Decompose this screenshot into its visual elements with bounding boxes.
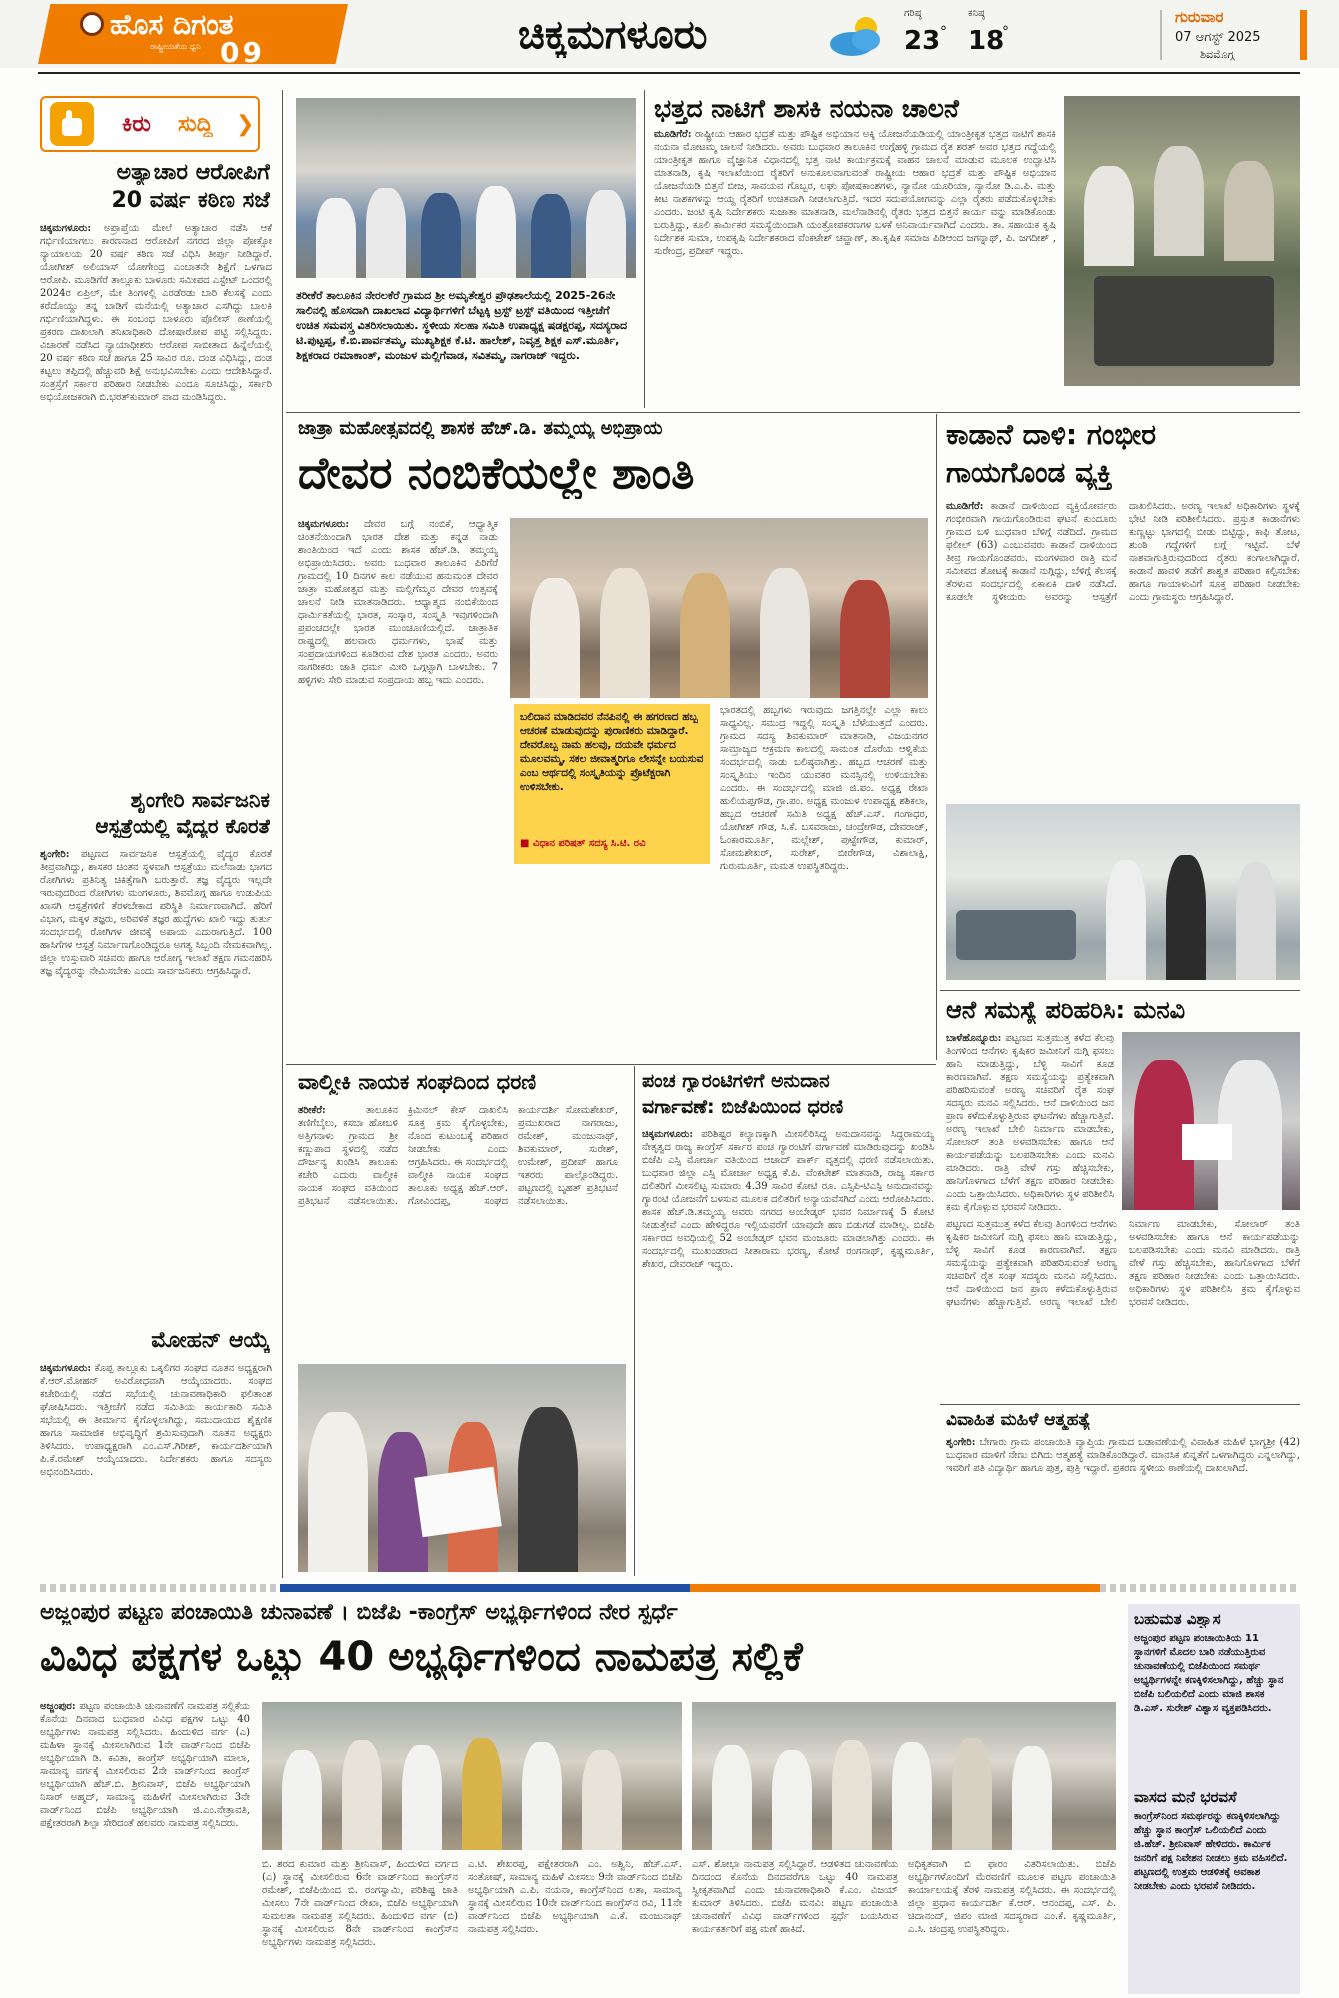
issue-date: 07 ಆಗಸ್ಟ್ 2025 — [1175, 30, 1261, 45]
max-temp-label: ಗರಿಷ್ಠ — [904, 8, 922, 19]
rape-headline-a: ಅತ್ಯಾಚಾರ ಆರೋಪಿಗೆ — [116, 160, 270, 185]
elephant-appeal-story-body-a: ಬಾಳೆಹೊನ್ನೂರು: ಪಟ್ಟಣದ ಸುತ್ತಮುತ್ತ ಕಳೆದ ಕೆಲವು ತಿಂಗಳಿಂದ ಆನೆಗಳು ಕೃಷಿಕರ ಜಮೀನಿಗೆ ನುಗ್ಗಿ ಫಸಲು ಹಾನಿ ಮಾಡುತ್ತಿದ್ದು, ಬೆಳ್ಳಿ ಸಾವಿಗೆ ಕೂಡ ಕಾರಣವಾಗಿವೆ. ತಕ್ಷಣ ಸಮಸ್ಯೆಯನ್ನು ಪ್ರತ್ಯೇಕವಾಗಿ ಪರಿಹರಿಸುವಂತೆ ಅರಣ್ಯ ಸಚಿವರಿಗೆ ರೈತ ಸಂಘ ಸದಸ್ಯರು ಮನವಿ ಸಲ್ಲಿಸಿದರು. ಆನೆ ದಾಳಿಯಿಂದ ಜನ ಪ್ರಾಣ ಕಳೆದುಕೊಳ್ಳುತ್ತಿರುವ ಘಟನೆಗಳು ಹೆಚ್ಚಾಗುತ್ತಿವೆ. ಅರಣ್ಯ ಇಲಾಖೆ ಬೇಲಿ ನಿರ್ಮಾಣ ಮಾಡಬೇಕು, ಸೋಲಾರ್ ತಂತಿ ಅಳವಡಿಸಬೇಕು ಹಾಗೂ ಆನೆ ಕಾರ್ಯಪಡೆಯನ್ನು ಬಲಪಡಿಸಬೇಕು ಎಂದು ಮನವಿ ಮಾಡಿದರು. ರಾತ್ರಿ ವೇಳೆ ಗಸ್ತು ಹೆಚ್ಚಿಸಬೇಕು, ಹಾನಿಗೊಳಗಾದ ಬೆಳೆಗೆ ತಕ್ಷಣ ಪರಿಹಾರ ನೀಡಬೇಕು ಎಂದು ಒತ್ತಾಯಿಸಿದರು. ಅಧಿಕಾರಿಗಳು ಸ್ಥಳ ಪರಿಶೀಲಿಸಿ ಕ್ರಮ ಕೈಗೊಳ್ಳುವ ಭರವಸೆ ನೀಡಿದರು. — [946, 1033, 1114, 1212]
middle-row-rule — [286, 1064, 936, 1065]
wild-rule — [940, 990, 1300, 991]
valmiki-story-body: ತರೀಕೆರೆ: ತಾಲೂಕಿನ ತಣಿಗೆಬೈಲು, ಕಸಬಾ ಹೋಬಳಿ ಅತ್ತಿಗನಾಳು ಗ್ರಾಮದ ಶ್ರೀ ಕಣ್ಣುಪಾದ ಸ್ಥಳದಲ್ಲಿ ನಡೆದ ದೌರ್ಜನ್ಯ ಖಂಡಿಸಿ ತಾಲೂಕು ಕಚೇರಿ ಎದುರು ವಾಲ್ಮೀಕಿ ನಾಯಕ ಸಂಘದ ವತಿಯಿಂದ ಪ್ರತಿಭಟನೆ ನಡೆಸಲಾಯಿತು. ಕ್ರಿಮಿನಲ್ ಕೇಸ್ ದಾಖಲಿಸಿ ಸೂಕ್ತ ಕ್ರಮ ಕೈಗೊಳ್ಳಬೇಕು, ನೊಂದ ಕುಟುಂಬಕ್ಕೆ ಪರಿಹಾರ ನೀಡಬೇಕು ಎಂದು ಆಗ್ರಹಿಸಿದರು. ಈ ಸಂದರ್ಭದಲ್ಲಿ ವಾಲ್ಮೀಕಿ ನಾಯಕ ಸಂಘದ ತಾಲೂಕು ಅಧ್ಯಕ್ಷ ಹೆಚ್.ಆರ್. ಗೋವಿಂದಪ್ಪ, ಸಂಘದ ಕಾರ್ಯದರ್ಶಿ ಸೋಮಶೇಖರ್, ಪ್ರಮುಖರಾದ ನಾಗರಾಜು, ರಮೇಶ್, ಮಂಜುನಾಥ್, ಶಿವಕುಮಾರ್, ಸುರೇಶ್, ಉಮೇಶ್, ಪ್ರದೀಪ್ ಹಾಗೂ ಇತರರು ಪಾಲ್ಗೊಂಡಿದ್ದರು. ಪಟ್ಟಣದಲ್ಲಿ ಬೃಹತ್ ಪ್ರತಿಭಟನೆ ನಡೆಸಲಾಯಿತು. — [298, 1105, 618, 1207]
sidebar-body-housing: ಕಾಂಗ್ರೆಸ್‌ನಿಂದ ಸಮರ್ಥರನ್ನು ಕಣಕ್ಕಿಳಿಸಲಾಗಿದ್ದು ಹೆಚ್ಚು ಸ್ಥಾನ ಕಾಂಗ್ರೆಸ್ ಒಲಿಯಲಿದೆ ಎಂದು ಜಿ.ಹೆಚ್. ಶ್ರೀನಿವಾಸ್ ಹೇಳಿದರು. ಕಾರ್ಮಿಕ ಜನರಿಗೆ ಪಕ್ಷ ನಿವೇಶನ ನೀಡಲು ಕ್ರಮ ವಹಿಸಲಿದೆ. ಪಟ್ಟಣದಲ್ಲಿ ಉತ್ತಮ ಆಡಳಿತಕ್ಕೆ ಅವಕಾಶ ನೀಡಬೇಕು ಎಂದು ಭರವಸೆ ನೀಡಿದರು. — [1134, 1811, 1288, 1892]
paddy-story-body: ಮೂಡಿಗೆರೆ: ರಾಷ್ಟ್ರೀಯ ಆಹಾರ ಭದ್ರತೆ ಮತ್ತು ಪೌಷ್ಟಿಕ ಅಭಿಯಾನ ಅಕ್ಕಿ ಯೋಜನೆಯಡಿಯಲ್ಲಿ ಯಾಂತ್ರೀಕೃತ ಭತ್ತದ ನಾಟಿಗೆ ಶಾಸಕಿ ನಯನಾ ಮೋಟಮ್ಮ ಚಾಲನೆ ನೀಡಿದರು. ಅವರು ಬುಧವಾರ ತಾಲೂಕಿನ ಉಗ್ಗೆಹಳ್ಳಿ ಗ್ರಾಮದ ರೈತ ಶರತ್ ಅವರ ಭತ್ತದ ಗದ್ದೆಯಲ್ಲಿ ಯಾಂತ್ರೀಕೃತ ಹಾಗೂ ವೈಜ್ಞಾನಿಕ ವಿಧಾನದಲ್ಲಿ ಭತ್ತ ನಾಟಿ ಕಾರ್ಯಕ್ರಮಕ್ಕೆ ವಾಹನ ಚಾಲನೆ ಮಾಡುವ ಮೂಲಕ ಉದ್ಘಾಟಿಸಿ ಮಾತನಾಡಿ, ಕೃಷಿ ಇಲಾಖೆಯಿಂದ ರೈತರಿಗೆ ಅನುಕೂಲವಾಗುವಂತೆ ರಾಷ್ಟ್ರೀಯ ಆಹಾರ ಭದ್ರತೆ ಮತ್ತು ಪೌಷ್ಟಿಕ ಅಭಿಯಾನ ಯೋಜನೆಯಡಿ ಬಿತ್ತನೆ ಬೀಜ, ಸಾವಯವ ಗೊಬ್ಬರ, ಲಘು ಪೋಷಕಾಂಶಗಳು, ನ್ಯಾನೋ ಯೂರಿಯಾ, ನ್ಯಾನೋ ಡಿ.ಎ.ಪಿ. ಮತ್ತು ಕೀಟ ನಾಶಕಗಳನ್ನು ಆಯ್ದ ರೈತರಿಗೆ ಉಚಿತವಾಗಿ ನೀಡಲಾಗುತ್ತಿದೆ. ಇದರ ಸದುಪಯೋಗವನ್ನು ಎಲ್ಲಾ ರೈತರು ಪಡೆದುಕೊಳ್ಳಬೇಕು ಎಂದರು. ಜಂಟಿ ಕೃಷಿ ನಿರ್ದೇಶಕರು ಸುಜಾತಾ ಮಾತನಾಡಿ, ಮಲೆನಾಡಿನಲ್ಲಿ ರೈತರು ಭತ್ತದ ಬಿತ್ತನೆ ಕಾರ್ಯ ವನ್ನು ಮಾಡಿಕೊಂಡು ಬರುತ್ತಿದ್ದು, ಕೂಲಿ ಕಾರ್ಮಿಕರ ಸಮಸ್ಯೆಯಿಂದಾಗಿ ಯಂತ್ರೋಪಕರಣಗಳ ಬಳಕೆ ಅನಿವಾರ್ಯವಾಗಿದೆ ಎಂದರು. ತಾ. ಸಹಾಯಕ ಕೃಷಿ ನಿರ್ದೇಶಕ ಸುಮಾ, ಉಪಕೃಷಿ ನಿರ್ದೇಶಕರಾದ ವೆಂಕಟೇಶ್ ಚವ್ಹಾಣ್, ತಾ.ಕೃಷಿಕ ಸಮಾಜ ಪಿಡಿಆಂದ ಜಗನ್ನಾಥ್, ಪಿ. ಜಗದೀಶ್ , ಸುರೇಂದ್ರ, ಪ್ರದೀಪ್ ಇದ್ದರು. — [654, 129, 1056, 257]
jatra-quote-box — [514, 704, 710, 864]
election-col-5: ಅಧಿಕೃತವಾಗಿ ಬಿ ಫಾರಂ ವಿತರಿಸಲಾಯಿತು. ಬಿಜೆಪಿ ಅಭ್ಯರ್ಥಿಗಳೊಂದಿಗೆ ಮೆರವಣಿಗೆ ಮೂಲಕ ಪಟ್ಟಣ ಪಂಚಾಯಿತಿ ಕಾರ್ಯಾಲಯಕ್ಕೆ ತೆರಳಿ ನಾಮಪತ್ರ ಸಲ್ಲಿಸಿದರು. ಈ ಸಂದರ್ಭದಲ್ಲಿ ಜಿಲ್ಲಾ ಪ್ರಧಾನ ಕಾರ್ಯದರ್ಶಿ ಕೆ.ಆರ್. ಆನಂದಪ್ಪ, ಎಸ್. ಪಿ. ಚಿದಾನಂದ್, ಜಿಪಂ ಮಾಜಿ ಸದಸ್ಯರಾದ ಎಂ.ಕೆ. ಕೃಷ್ಣಮೂರ್ತಿ, ಎ.ಸಿ. ಚಂದ್ರಪ್ಪ ಉಪಸ್ಥಿತರಿದ್ದರು. — [908, 1859, 1116, 1935]
accent-bar — [1300, 10, 1307, 60]
valmiki-headline: ವಾಲ್ಮೀಕಿ ನಾಯಕ ಸಂಘದಿಂದ ಧರಣಿ — [298, 1070, 537, 1094]
election-col-1: ಅಜ್ಜಂಪುರ: ಪಟ್ಟಣ ಪಂಚಾಯಿತಿ ಚುನಾವಣೆಗೆ ನಾಮಪತ್ರ ಸಲ್ಲಿಕೆಯ ಕೊನೆಯ ದಿನವಾದ ಬುಧವಾರ ವಿವಿಧ ಪಕ್ಷಗಳ ಒಟ್ಟು 40 ಅಭ್ಯರ್ಥಿಗಳು ನಾಮಪತ್ರ ಸಲ್ಲಿಸಿದರು. ಹಿಂದುಳಿದ ವರ್ಗ (ಎ) ಮಹಿಳಾ ಸ್ಥಾನಕ್ಕೆ ಮೀಸಲಾಗಿರುವ 1ನೇ ವಾರ್ಡ್‌ನಿಂದ ಬಿಜೆಪಿ ಅಭ್ಯರ್ಥಿಯಾಗಿ ಡಿ. ಕವಿತಾ, ಕಾಂಗ್ರೆಸ್ ಅಭ್ಯರ್ಥಿಯಾಗಿ ಮಾಲಾ, ಸಾಮಾನ್ಯ ವರ್ಗಕ್ಕೆ ಮೀಸಲಿರುವ 2ನೇ ವಾರ್ಡ್‌ನಿಂದ ಕಾಂಗ್ರೆಸ್ ಅಭ್ಯರ್ಥಿಯಾಗಿ ಹೆಚ್.ಬಿ. ಶ್ರೀನಿವಾಸ್, ಬಿಜೆಪಿ ಅಭ್ಯರ್ಥಿಯಾಗಿ ನಿಸಾರ್ ಅಹ್ಮದ್, ಸಾಮಾನ್ಯ ಮಹಿಳೆಗೆ ಮೀಸಲಾಗಿರುವ 3ನೇ ವಾರ್ಡ್‌ನಿಂದ ಬಿಜೆಪಿ ಅಭ್ಯರ್ಥಿಯಾಗಿ ಜಿ.ಎಂ.ನೇತ್ರಾವತಿ, ಪಕ್ಷೇತರರಾಗಿ ಶಿಲ್ಪಾ ಸೇರಿದಂತೆ ಹಲವರು ನಾಮಪತ್ರ ಸಲ್ಲಿಸಿದರು. — [40, 1701, 250, 1829]
hospital-story-body: ಶೃಂಗೇರಿ: ಪಟ್ಟಣದ ಸಾರ್ವಜನಿಕ ಆಸ್ಪತ್ರೆಯಲ್ಲಿ ವೈದ್ಯರ ಕೊರತೆ ತೀವ್ರವಾಗಿದ್ದು, ಶಾಸಕರ ಚಿಂತನ ಸ್ಥಳವಾಗಿ ಆಸ್ಪತ್ರೆಯು ಮಲೆನಾಡು ಭಾಗದ ರೋಗಿಗಳು ಪ್ರತಿನಿತ್ಯ ಚಿಕಿತ್ಸೆಗಾಗಿ ಬರುತ್ತಾರೆ. ತಜ್ಞ ವೈದ್ಯರು ಇಲ್ಲದೇ ಇರುವುದರಿಂದ ರೋಗಿಗಳು ಮಂಗಳೂರು, ಶಿವಮೊಗ್ಗ ಹಾಗೂ ಉಡುಪಿಯ ಖಾಸಗಿ ಆಸ್ಪತ್ರೆಗಳಿಗೆ ತೆರಳಬೇಕಾದ ಪರಿಸ್ಥಿತಿ ನಿರ್ಮಾಣವಾಗಿದೆ. ಹೆರಿಗೆ ವಿಭಾಗ, ಮಕ್ಕಳ ತಜ್ಞರು, ಅರಿವಳಿಕೆ ತಜ್ಞರ ಹುದ್ದೆಗಳು ಖಾಲಿ ಇದ್ದು ತುರ್ತು ಸಂದರ್ಭದಲ್ಲಿ ರೋಗಿಗಳ ಜೀವಕ್ಕೆ ಅಪಾಯ ಎದುರಾಗುತ್ತಿದೆ. 100 ಹಾಸಿಗೆಗಳ ಆಸ್ಪತ್ರೆ ನಿರ್ಮಾಣಗೊಂಡಿದ್ದರೂ ಅಗತ್ಯ ಸಿಬ್ಬಂದಿ ನೇಮಕವಾಗಿಲ್ಲ. ಜಿಲ್ಲಾ ಉಸ್ತುವಾರಿ ಸಚಿವರು ಹಾಗೂ ಆರೋಗ್ಯ ಇಲಾಖೆ ತಕ್ಷಣ ಗಮನಹರಿಸಿ ತಜ್ಞ ವೈದ್ಯರನ್ನು ನೇಮಿಸಬೇಕು ಎಂದು ಸಾರ್ವಜನಿಕರು ಆಗ್ರಹಿಸಿದ್ದಾರೆ. — [40, 849, 272, 977]
logo-emblem-icon — [80, 12, 104, 36]
elephant-appeal-story-body-b: ಪಟ್ಟಣದ ಸುತ್ತಮುತ್ತ ಕಳೆದ ಕೆಲವು ತಿಂಗಳಿಂದ ಆನೆಗಳು ಕೃಷಿಕರ ಜಮೀನಿಗೆ ನುಗ್ಗಿ ಫಸಲು ಹಾನಿ ಮಾಡುತ್ತಿದ್ದು, ಬೆಳ್ಳಿ ಸಾವಿಗೆ ಕೂಡ ಕಾರಣವಾಗಿವೆ. ತಕ್ಷಣ ಸಮಸ್ಯೆಯನ್ನು ಪ್ರತ್ಯೇಕವಾಗಿ ಪರಿಹರಿಸುವಂತೆ ಅರಣ್ಯ ಸಚಿವರಿಗೆ ರೈತ ಸಂಘ ಸದಸ್ಯರು ಮನವಿ ಸಲ್ಲಿಸಿದರು. ಆನೆ ದಾಳಿಯಿಂದ ಜನ ಪ್ರಾಣ ಕಳೆದುಕೊಳ್ಳುತ್ತಿರುವ ಘಟನೆಗಳು ಹೆಚ್ಚಾಗುತ್ತಿವೆ. ಅರಣ್ಯ ಇಲಾಖೆ ಬೇಲಿ ನಿರ್ಮಾಣ ಮಾಡಬೇಕು, ಸೋಲಾರ್ ತಂತಿ ಅಳವಡಿಸಬೇಕು ಹಾಗೂ ಆನೆ ಕಾರ್ಯಪಡೆಯನ್ನು ಬಲಪಡಿಸಬೇಕು ಎಂದು ಮನವಿ ಮಾಡಿದರು. ರಾತ್ರಿ ವೇಳೆ ಗಸ್ತು ಹೆಚ್ಚಿಸಬೇಕು, ಹಾನಿಗೊಳಗಾದ ಬೆಳೆಗೆ ತಕ್ಷಣ ಪರಿಹಾರ ನೀಡಬೇಕು ಎಂದು ಒತ್ತಾಯಿಸಿದರು. ಅಧಿಕಾರಿಗಳು ಸ್ಥಳ ಪರಿಶೀಲಿಸಿ ಕ್ರಮ ಕೈಗೊಳ್ಳುವ ಭರವಸೆ ನೀಡಿದರು. — [946, 1219, 1300, 1308]
election-sidebar — [1128, 1604, 1300, 1994]
bjp-candidates-photo — [262, 1702, 682, 1850]
guarantee-headline-a: ಪಂಚ ಗ್ಯಾರಂಟಿಗಳಿಗೆ ಅನುದಾನ — [642, 1070, 830, 1092]
hospital-headline-a: ಶೃಂಗೇರಿ ಸಾರ್ವಜನಿಕ — [130, 788, 270, 812]
congress-candidates-photo — [692, 1702, 1116, 1850]
edition-name: ಶಿವಮೊಗ್ಗ — [1200, 48, 1235, 61]
pointing-hand-icon — [50, 102, 94, 146]
wild-elephant-story-body: ಮೂಡಿಗೆರೆ: ಕಾಡಾನೆ ದಾಳಿಯಿಂದ ವ್ಯಕ್ತಿಯೋರ್ವರು ಗಂಭೀರವಾಗಿ ಗಾಯಗೊಂಡಿರುವ ಘಟನೆ ಕುಂದೂರು ಗ್ರಾಮದ ಬಳಿ ಬುಧವಾರ ಬೆಳಿಗ್ಗೆ ನಡೆದಿದೆ. ಗ್ರಾಮದ ಫಲೀಲ್ (63) ಎಂಬುವವರು ಕಾಡಾನೆ ದಾಳಿಯಿಂದ ತೀವ್ರ ಗಾಯಗೊಂಡವರು. ಮಂಗಳವಾರ ರಾತ್ರಿ ಮನೆ ಸಮೀಪದ ತೋಟಕ್ಕೆ ಕಾಡಾನೆ ನುಗ್ಗಿದ್ದು, ಬೆಳಿಗ್ಗೆ ಕೆಲಸಕ್ಕೆ ತೆರಳುವ ಸಂದರ್ಭದಲ್ಲಿ ಏಕಾಏಕಿ ದಾಳಿ ನಡೆಸಿದೆ. ಕೂಡಲೇ ಸ್ಥಳೀಯರು ಅವರನ್ನು ಆಸ್ಪತ್ರೆಗೆ ದಾಖಲಿಸಿದರು. ಅರಣ್ಯ ಇಲಾಖೆ ಅಧಿಕಾರಿಗಳು ಸ್ಥಳಕ್ಕೆ ಭೇಟಿ ನೀಡಿ ಪರಿಶೀಲಿಸಿದರು. ಪ್ರಸ್ತುತ ಕಾಡಾನೆಗಳು ಕುಣ್ಣಟ್ಟು ಭಾಗದಲ್ಲಿ ಬೀಡು ಬಿಟ್ಟಿದ್ದು, ಕಾಫಿ ತೋಟ, ಶುಂಠಿ ಗದ್ದೆಗಳಿಗೆ ಲಗ್ಗೆ ಇಟ್ಟಿವೆ. ಬೆಳೆ ನಾಶವಾಗುತ್ತಿರುವುದರಿಂದ ರೈತರು ಕಂಗಾಲಾಗಿದ್ದಾರೆ. ಕಾಡಾನೆ ಹಾವಳಿ ತಡೆಗೆ ಶಾಶ್ವತ ಪರಿಹಾರ ಕಲ್ಪಿಸಬೇಕು ಹಾಗೂ ಗಾಯಾಳುವಿಗೆ ಸೂಕ್ತ ಪರಿಹಾರ ನೀಡಬೇಕು ಎಂದು ಗ್ರಾಮಸ್ಥರು ಆಗ್ರಹಿಸಿದ್ದಾರೆ. — [946, 501, 1300, 603]
column-divider-valmiki — [634, 1066, 635, 1576]
max-temp: 23 — [904, 26, 941, 56]
column-divider-left — [282, 90, 283, 1578]
wild-elephant-headline-b: ಗಾಯಗೊಂಡ ವ್ಯಕ್ತಿ — [946, 456, 1113, 489]
elephant-rule — [940, 1404, 1300, 1405]
column-divider-jatra — [936, 414, 937, 1060]
mohan-headline: ಮೋಹನ್ ಆಯ್ಕೆ — [151, 1328, 270, 1353]
chevron-right-icon: ❯ — [236, 112, 255, 137]
election-col-3: ಎ.ಟಿ. ಶೇಖರಪ್ಪ, ಪಕ್ಷೇತರರಾಗಿ ಎಂ. ಅಶ್ವಿನಿ, ಹೆಚ್.ಎಸ್. ಸಂತೋಷ್, ಸಾಮಾನ್ಯ ಮಹಿಳೆ ಮೀಸಲು 9ನೇ ವಾರ್ಡ್‌ನಿಂದ ಬಿಜೆಪಿ ಅಭ್ಯರ್ಥಿಯಾಗಿ ಎ.ಪಿ. ನಯನಾ, ಕಾಂಗ್ರೆಸ್‌ನಿಂದ ಲತಾ, ಸಾಮಾನ್ಯ ಸ್ಥಾನಕ್ಕೆ ಮೀಸಲಿರುವ 10ನೇ ವಾರ್ಡ್‌ನಿಂದ ಕಾಂಗ್ರೆಸ್‌ನ ರವಿ, 11ನೇ ವಾರ್ಡ್‌ನಿಂದ ಬಿಜೆಪಿ ಅಭ್ಯರ್ಥಿಯಾಗಿ ಎ.ಕೆ. ಮಂಜುನಾಥ್ ನಾಮಪತ್ರ ಸಲ್ಲಿಸಿದರು. — [468, 1859, 682, 1935]
election-headline: ವಿವಿಧ ಪಕ್ಷಗಳ ಒಟ್ಟು 40 ಅಭ್ಯರ್ಥಿಗಳಿಂದ ನಾಮಪತ್ರ ಸಲ್ಲಿಕೆ — [40, 1634, 803, 1680]
issue-day: ಗುರುವಾರ — [1175, 8, 1224, 26]
memorandum-photo — [1122, 1032, 1300, 1210]
rape-headline-b: 20 ವರ್ಷ ಕಠಿಣ ಸಜೆ — [111, 188, 270, 213]
sidebar-heading-housing: ವಾಸದ ಮನೆ ಭರವಸೆ — [1134, 1788, 1237, 1806]
sidebar-heading-majority: ಬಹುಮತ ವಿಶ್ವಾಸ — [1134, 1610, 1221, 1628]
city-title: ಚಿಕ್ಕಮಗಳೂರು — [518, 12, 708, 58]
hospital-patient-photo — [946, 804, 1300, 980]
hospital-headline-b: ಆಸ್ಪತ್ರೆಯಲ್ಲಿ ವೈದ್ಯರ ಕೊರತೆ — [95, 814, 270, 838]
paddy-planting-photo — [1064, 96, 1300, 386]
school-caption: ತರೀಕೆರೆ ತಾಲೂಕಿನ ನೇರಲಕೆರೆ ಗ್ರಾಮದ ಶ್ರೀ ಅಮೃತೇಶ್ವರ ಪ್ರೌಢಶಾಲೆಯಲ್ಲಿ 2025-26ನೇ ಸಾಲಿನಲ್ಲಿ ಹೊಸದಾಗಿ ದಾಖಲಾದ ವಿದ್ಯಾರ್ಥಿಗಳಿಗೆ ಬೆಟ್ಟಕ್ಕಿ ಟ್ರಸ್ಟ್ ಟ್ರಸ್ಟ್ ವತಿಯಿಂದ ಇತ್ತೀಚೆಗೆ ಉಚಿತ ಸಮವಸ್ತ್ರ ವಿತರಿಸಲಾಯಿತು. ಸ್ಥಳೀಯ ಸಲಹಾ ಸಮಿತಿ ಉಪಾಧ್ಯಕ್ಷ ಷಡಕ್ಷರಪ್ಪ, ಸದಸ್ಯರಾದ ಟಿ.ಪುಟ್ಟಪ್ಪ, ಕೆ.ಬಿ.ಪಾರ್ವತಮ್ಮ, ಮುಖ್ಯಶಿಕ್ಷಕ ಕೆ.ಟಿ. ಹಾಲೇಶ್, ನಿವೃತ್ತ ಶಿಕ್ಷಕ ಎಸ್.ಮೂರ್ತಿ, ಶಿಕ್ಷಕರಾದ ರಮಾಕಾಂತ್, ಮಂಜುಳ ಮಲ್ಲಿಗೆವಾಡ, ಸವಿತಮ್ಮ, ನಾಗರಾಜ್ ಇದ್ದರು. — [296, 289, 628, 362]
kiru-label: ಕಿರು — [122, 112, 151, 137]
section-color-bar — [280, 1584, 1100, 1592]
mohan-story-body: ಚಿಕ್ಕಮಗಳೂರು: ಕೊಪ್ಪ ತಾಲ್ಲೂಕು ಒಕ್ಕಲಿಗರ ಸಂಘದ ನೂತನ ಅಧ್ಯಕ್ಷರಾಗಿ ಕೆ.ಆರ್.ಮೋಹನ್ ಅವಿರೋಧವಾಗಿ ಆಯ್ಕೆಯಾದರು. ಸಂಘದ ಕಚೇರಿಯಲ್ಲಿ ನಡೆದ ಸಭೆಯಲ್ಲಿ ಚುನಾವಣಾಧಿಕಾರಿ ಫಲಿತಾಂಶ ಘೋಷಿಸಿದರು. ಇತ್ತೀಚೆಗೆ ನಡೆದ ಸಮಿತಿಯ ಕಾರ್ಯಕಾರಿ ಸಮಿತಿ ಸಭೆಯಲ್ಲಿ ಈ ತೀರ್ಮಾನ ಕೈಗೊಳ್ಳಲಾಗಿದ್ದು, ಸಮುದಾಯದ ಶೈಕ್ಷಣಿಕ ಹಾಗೂ ಸಾಮಾಜಿಕ ಅಭಿವೃದ್ಧಿಗೆ ಶ್ರಮಿಸುವುದಾಗಿ ನೂತನ ಅಧ್ಯಕ್ಷರು ತಿಳಿಸಿದರು. ಉಪಾಧ್ಯಕ್ಷರಾಗಿ ಎಂ.ಎಸ್.ಗಿರೀಶ್, ಕಾರ್ಯದರ್ಶಿಯಾಗಿ ಪಿ.ಕೆ.ರಮೇಶ್ ಆಯ್ಕೆಯಾದರು. ನಿರ್ದೇಶಕರು ಹಾಗೂ ಸದಸ್ಯರು ಅಭಿನಂದಿಸಿದರು. — [40, 1363, 272, 1478]
guarantee-headline-b: ವರ್ಗಾವಣೆ: ಬಿಜೆಪಿಯಿಂದ ಧರಣಿ — [642, 1096, 844, 1118]
jatra-quote-text: ಬಲಿದಾನ ಮಾಡಿದವರ ನೆನಪಿನಲ್ಲಿ ಈ ಹಗರಣದ ಹಬ್ಬ ಆಚರಣೆ ಮಾಡುವುದನ್ನು ಪುರಾಣಿಕರು ಮಾಡಿದ್ದಾರೆ. ದೇವರೊಬ್ಬ ನಾಮ ಹಲವು, ದಯವೇ ಧರ್ಮದ ಮೂಲವಮ್ಮ, ಸಕಲ ಜೀವಾತ್ಮರಿಗೂ ಲೇಸನ್ನೇ ಬಯಸುವ ಎಂಬ ಆರ್ಥದಲ್ಲಿ ಸಂಸ್ಕೃತಿಯನ್ನು ಪ್ರೊಟೆಕ್ಟರಾಗಿ ಉಳಿಸಬೇಕು. — [520, 711, 704, 793]
jatra-quote-attribution: ■ ವಿಧಾನ ಪರಿಷತ್ ಸದಸ್ಯ ಸಿ.ಟಿ. ರವಿ — [520, 838, 646, 849]
guarantee-story-body: ಚಿಕ್ಕಮಗಳೂರು: ಪರಿಶಿಷ್ಟರ ಕಲ್ಯಾಣಕ್ಕಾಗಿ ಮೀಸಲಿರಿಸಿದ್ದ ಅನುದಾನವನ್ನು ಸಿದ್ದರಾಮಯ್ಯ ನೇತೃತ್ವದ ರಾಜ್ಯ ಕಾಂಗ್ರೆಸ್ ಸರ್ಕಾರ ಪಂಚ ಗ್ಯಾರಂಟಿಗೆ ವರ್ಗಾವಣೆ ಮಾಡಿರುವುದನ್ನು ಖಂಡಿಸಿ ಬಿಜೆಪಿ ಎಸ್ಸಿ ಮೋರ್ಚಾ ವತಿಯಿಂದ ಆಜಾದ್ ಪಾರ್ಕ್ ವೃತ್ತದಲ್ಲಿ ಧರಣಿ ನಡೆಸಲಾಯಿತು. ಬುಧವಾರ ಜಿಲ್ಲಾ ಎಸ್ಸಿ ಮೋರ್ಚಾ ಅಧ್ಯಕ್ಷ ಕೆ.ಪಿ. ವೆಂಕಟೇಶ್ ಮಾತನಾಡಿ, ರಾಜ್ಯ ಸರ್ಕಾರ ದಲಿತರಿಗೆ ಮೀಸಲಿಟ್ಟ ಸುಮಾರು 4.39 ಸಾವಿರ ಕೋಟಿ ರೂ. ಎಸ್ಸಿಪಿ-ಟಿಎಸ್ಪಿ ಅನುದಾನವನ್ನು ಗ್ಯಾರಂಟಿ ಯೋಜನೆಗೆ ಬಳಸುವ ಮೂಲಕ ದಲಿತರಿಗೆ ಅನ್ಯಾಯವೆಸಗಿದೆ ಎಂದು ಆರೋಪಿಸಿದರು. ಶಾಸಕ ಹೆಚ್.ಡಿ.ತಮ್ಮಯ್ಯ ಅವರು ನಗರದ ಅಂಬೇಡ್ಕರ್ ಭವನ ನಿರ್ಮಾಣಕ್ಕೆ 5 ಕೋಟಿ ನೀಡುತ್ತೇವೆ ಎಂದು ಹೇಳಿದ್ದರೂ ಇಲ್ಲಿಯವರೆಗೆ ಯಾವುದೇ ಹಣ ಬಿಡುಗಡೆ ಮಾಡಿಲ್ಲ. ಬಿಜೆಪಿ ಸರ್ಕಾರದ ಅವಧಿಯಲ್ಲಿ 52 ಅಂಬೇಡ್ಕರ್ ಭವನ ಮಂಜೂರು ಮಾಡಲಾಗಿತ್ತು ಎಂದರು. ಈ ಸಂದರ್ಭದಲ್ಲಿ ಮುಖಂಡರಾದ ಸೀತಾರಾಮ ಭರಣ್ಯ, ಕೋಟೆ ರಂಗನಾಥ್, ಕೃಷ್ಣಮೂರ್ತಿ, ಶೇಖರ, ದೇವರಾಜ್ ಇದ್ದರು. — [642, 1129, 934, 1270]
sidebar-body-majority: ಅಜ್ಜಂಪುರ ಪಟ್ಟಣ ಪಂಚಾಯಿತಿಯ 11 ಸ್ಥಾನಗಳಿಗೆ ಮೊದಲ ಬಾರಿ ನಡೆಯುತ್ತಿರುವ ಚುನಾವಣೆಯಲ್ಲಿ ಬಿಜೆಪಿಯಿಂದ ಸಮರ್ಥ ಅಭ್ಯರ್ಥಿಗಳನ್ನೇ ಕಣಕ್ಕಿಳಿಸಲಾಗಿದ್ದು, ಹೆಚ್ಚು ಸ್ಥಾನ ಬಿಜೆಪಿ ಬಲಿಯಲಿದೆ ಎಂದು ಮಾಜಿ ಶಾಸಕ ಡಿ.ಎಸ್. ಸುರೇಶ್ ವಿಶ್ವಾಸ ವ್ಯಕ್ತಪಡಿಸಿದರು. — [1134, 1633, 1284, 1714]
header-divider — [1160, 10, 1162, 60]
min-temp-label: ಕನಿಷ್ಠ — [968, 8, 985, 19]
jatra-story-body-2: ಭಾರತದಲ್ಲಿ ಹಬ್ಬಗಳು ಇರುವುದು ಜಗತ್ತಿನಲ್ಲೇ ಎಲ್ಲಾ ಕಾಲು ಸಾಧ್ಯವಿಲ್ಲ. ಸಮುದ್ರ ಇದ್ದಲ್ಲಿ ಸಂಸ್ಕೃತಿ ಬೆಳೆಯುತ್ತದೆ ಎಂದರು. ಗ್ರಾಮದ ಸದಸ್ಯ ಶಿವಕುಮಾರ್ ಮಾತನಾಡಿ, ವಿಜಯನಗರ ಸಾಮ್ರಾಜ್ಯದ ಆಕ್ರಮಣ ಕಾಲದಲ್ಲಿ ಸಾಮಂತ ದೊರೆಯ ಆಳ್ವಿಕೆಯ ಸಂದರ್ಭದಲ್ಲಿ ನಾಡು ಬಲಿಷ್ಠವಾಗಿತ್ತು. ಹಬ್ಬದ ಆಚರಣೆ ಮತ್ತು ಸಂಸ್ಕೃತಿಯು ಇಂದಿನ ಯುವಕರ ಮನಸ್ಸಿನಲ್ಲಿ ಉಳಿಯಬೇಕು ಎಂದರು. ಈ ಸಂದರ್ಭದಲ್ಲಿ ಮಾಜಿ ಜಿ.ಪಂ. ಅಧ್ಯಕ್ಷ ರೇಖಾ ಹುಲಿಯಪ್ಪಗೌಡ, ಗ್ರಾ.ಪಂ. ಅಧ್ಯಕ್ಷ ಮಂಜುಳ ಉಪಾಧ್ಯಕ್ಷ ಶಶಿಕಲಾ, ಹಬ್ಬದ ಆಚರಣೆ ಸಮಿತಿ ಅಧ್ಯಕ್ಷ ಹೆಚ್.ಎಸ್. ಗಂಗಾಧರ, ಯೋಗೀಶ್ ಗೌಡ, ಸಿ.ಕೆ. ಬಸವರಾಜು, ಚಂದ್ರೇಗೌಡ, ದೇವರಾಜ್, ಓಂಕಾರಮೂರ್ತಿ, ಮಲ್ಲೇಶ್, ಪುಟ್ಟೇಗೌಡ, ಕುಮಾರ್, ಸೋಮಶೇಖರ್, ಸುರೇಶ್, ಬೀರೇಗೌಡ, ವಿಶಾಲಾಕ್ಷಿ, ಗುರುಮೂರ್ತಿ, ಮಮತ ಉಪಸ್ಥಿತರಿದ್ದರು. — [720, 705, 928, 872]
election-col-4: ಎಸ್. ಶೋಭಾ ನಾಮಪತ್ರ ಸಲ್ಲಿಸಿದ್ದಾರೆ. ಆಡಳಿತದ ಚುನಾವಣೆಯ ದಿನದಂದ ಕೊನೆಯ ದಿನದವರೆಗೂ ಒಟ್ಟು 40 ನಾಮಪತ್ರ ಸ್ವೀಕೃತವಾಗಿದೆ ಎಂದು ಚುನಾವಣಾಧಿಕಾರಿ ಕೆ.ಎಂ. ವಿಜಯ್ ಕುಮಾರ್ ತಿಳಿಸಿದರು. ಬಿಜೆಪಿ ಮನವಿ: ಪಟ್ಟಣ ಪಂಚಾಯಿತಿ ಚುನಾವಣೆಗೆ ವಿವಿಧ ವಾರ್ಡ್‌ಗಳಿಂದ ಸ್ಪರ್ಧೆ ಬಯಸಿರುವ ಕಾರ್ಯಕರ್ತರಿಗೆ ಪಕ್ಷ ಮಣೆ ಹಾಕಿದೆ. — [692, 1859, 898, 1935]
jatra-felicitation-photo — [510, 518, 928, 698]
jatra-story-body-1: ಚಿಕ್ಕಮಗಳೂರು: ದೇವರ ಬಗ್ಗೆ ನಂಬಿಕೆ, ಆಧ್ಯಾತ್ಮಿಕ ಚಿಂತನೆಯಿಂದಾಗಿ ಭಾರತ ದೇಶ ಮತ್ತು ಕನ್ನಡ ನಾಡು ಶಾಂತಿಯಿಂದ ಇದೆ ಎಂದು ಶಾಸಕ ಹೆಚ್.ಡಿ. ತಮ್ಮಯ್ಯ ಅಭಿಪ್ರಾಯಿಸಿದರು. ಅವರು ಬುಧವಾರ ತಾಲೂಕಿನ ಪಿರಿಗೆರೆ ಗ್ರಾಮದಲ್ಲಿ 10 ದಿನಗಳ ಕಾಲ ನಡೆಯುವ ಹನುಮಂತ ದೇವರ ಜಾತ್ರಾ ಮಹೋತ್ಸವ ಮತ್ತು ಮಲ್ಲಿಗೆಮ್ಮನ ದೇವರ ಉತ್ಸವಕ್ಕೆ ಚಾಲನೆ ನೀಡಿ ಮಾತನಾಡಿದರು. ಆಧ್ಯಾತ್ಮದ ನಂಬಿಕೆಯಿಂದ ಧಾರ್ಮಿಕತೆಯಲ್ಲಿ ಭಾರತ, ಸಂಸ್ಕಾರ, ಸಂಸ್ಕೃತಿ ಇವುಗಳಿಂದಾಗಿ ಪ್ರಪಂಚದಲ್ಲೇ ಭಾರತ ಮುಂಚೂಣಿಯಲ್ಲಿದೆ. ಜಾತ್ರಾತಿಕ ರಾಷ್ಟ್ರದಲ್ಲಿ ಹಲವಾರು ಧರ್ಮಗಳು, ಭಾಷೆ ಮತ್ತು ಸಂಪ್ರದಾಯಗಳಿಂದ ಕೂಡಿರುವ ದೇಶ ಭಾರತ ಎಂದರು. ಅವರು ನಾಗರೀಕರು ಜಾತಿ ಧರ್ಮ ಮೀರಿ ಒಗ್ಗಟ್ಟಾಗಿ ಬಾಳಬೇಕು. 7 ಹಳ್ಳಿಗಳು ಸೇರಿ ಮಾಡುವ ಸಂಪ್ರದಾಯ ಹಬ್ಬ ಇದು ಎಂದರು. — [298, 519, 498, 686]
masthead-rule — [38, 72, 1300, 74]
suicide-headline: ವಿವಾಹಿತ ಮಹಿಳೆ ಆತ್ಮಹತ್ಯೆ — [946, 1410, 1091, 1430]
weather-cloud-icon — [826, 14, 886, 58]
school-uniform-photo — [296, 98, 636, 278]
election-col-2: ಬಿ. ಶರದ ಕುಮಾರ ಮತ್ತು ಶ್ರೀನಿವಾಸ್, ಹಿಂದುಳಿದ ವರ್ಗದ (ಎ) ಸ್ಥಾನಕ್ಕೆ ಮೀಸಲಿರುವ 6ನೇ ವಾರ್ಡ್‌ನಿಂದ ಕಾಂಗ್ರೆಸ್‌ನ ರಮೇಶ್, ಬಿಜೆಪಿಯಿಂದ ಬಿ. ರಂಗಸ್ವಾಮಿ, ಪರಿಶಿಷ್ಟ ಜಾತಿ ಮೀಸಲು 7ನೇ ವಾರ್ಡ್‌ನಿಂದ ರೇಖಾ, ಬಿಜೆಪಿ ಅಭ್ಯರ್ಥಿಯಾಗಿ ಸುಮಲತಾ ನಾಮಪತ್ರ ಸಲ್ಲಿಸಿದರು. ಹಿಂದುಳಿದ ವರ್ಗ (ಬಿ) ಸ್ಥಾನಕ್ಕೆ ಮೀಸಲಿರುವ 8ನೇ ವಾರ್ಡ್‌ನಿಂದ ಕಾಂಗ್ರೆಸ್‌ನ ಅಭ್ಯರ್ಥಿಗಳು ನಾಮಪತ್ರ ಸಲ್ಲಿಸಿದರು. — [262, 1859, 458, 1948]
elephant-appeal-headline: ಆನೆ ಸಮಸ್ಯೆ ಪರಿಹರಿಸಿ: ಮನವಿ — [946, 996, 1186, 1024]
min-degree: ° — [1002, 24, 1009, 40]
suicide-story-body: ಶೃಂಗೇರಿ: ಬೇಗಾರು ಗ್ರಾಮ ಪಂಚಾಯಿತಿ ವ್ಯಾಪ್ತಿಯ ಗ್ರಾಮದ ಬಡಾವಣೆಯಲ್ಲಿ ವಿವಾಹಿತ ಮಹಿಳೆ ಭಾಗ್ಯಶ್ರೀ (42) ಬುಧವಾರ ಮಾಳಿಗೆ ನೇಣು ಬಿಗಿದು ಆತ್ಮಹತ್ಯೆ ಮಾಡಿಕೊಂಡಿದ್ದಾರೆ. ಮಾನಸಿಕ ಖಿನ್ನತೆಗೆ ಒಳಗಾಗಿದ್ದರು ಎನ್ನಲಾಗಿದ್ದು, ಇವರಿಗೆ ಪತಿ ವಿದ್ಯಾರ್ಥಿ ಹಾಗೂ ಪುತ್ರ, ಪುತ್ರಿ ಇದ್ದಾರೆ. ಪ್ರಕರಣ ಸ್ಥಳೀಯ ಠಾಣೆಯಲ್ಲಿ ದಾಖಲಾಗಿದೆ. — [946, 1437, 1300, 1474]
jatra-headline: ದೇವರ ನಂಬಿಕೆಯಲ್ಲೇ ಶಾಂತಿ — [298, 448, 695, 499]
top-row-rule — [286, 412, 1300, 413]
rape-story-body: ಚಿಕ್ಕಮಗಳೂರು: ಅಪ್ರಾಪ್ತೆಯ ಮೇಲೆ ಅತ್ಯಾಚಾರ ನಡೆಸಿ ಆಕೆ ಗರ್ಭಿಣಿಯಾಗಲು ಕಾರಣನಾದ ಆರೋಪಿಗೆ ನಗರದ ಜಿಲ್ಲಾ ಪೋಕ್ಸೋ ನ್ಯಾಯಾಲಯ 20 ವರ್ಷ ಕಠಿಣ ಸಜೆ ವಿಧಿಸಿ ತೀರ್ಪು ನೀಡಿದ್ದಾರೆ. ಯೋಗೀಶ್ ಅಲಿಯಾಸ್ ಯೋಗೇಂದ್ರ ಎಂಬಾತನೇ ಶಿಕ್ಷೆಗೆ ಒಳಗಾದ ಆರೋಪಿ. ಮೂಡಿಗೆರೆ ತಾಲ್ಲೂಕು ಬಾಳೂರು ಸಮೀಪದ ಎಸ್ಟೇಟ್ ಒಂದರಲ್ಲಿ 2024ರ ಏಪ್ರಿಲ್, ಮೇ ತಿಂಗಳಲ್ಲಿ ಎರಡೆರಡು ಬಾರಿ ಕೆಲಸಕ್ಕೆ ಎಂದು ಕರೆದೊಯ್ದು ತನ್ನ ಬಾಡಿಗೆ ಮನೆಯಲ್ಲಿ ಅತ್ಯಾಚಾರ ಎಸಗಿದ್ದು ಬಾಲಕಿ ಗರ್ಭಿಣಿಯಾಗಿದ್ದಳು. ಈ ಸಂಬಂಧ ಬಾಳೂರು ಪೊಲೀಸ್ ಠಾಣೆಯಲ್ಲಿ ಪ್ರಕರಣ ದಾಖಲಾಗಿ ತನಿಖಾಧಿಕಾರಿ ದೋಷಾರೋಪ ಪಟ್ಟಿ ಸಲ್ಲಿಸಿದ್ದರು. ವಿಚಾರಣೆ ನಡೆಸಿದ ನ್ಯಾಯಾಧೀಶರು ಆರೋಪ ಸಾಬೀತಾದ ಹಿನ್ನೆಲೆಯಲ್ಲಿ 20 ವರ್ಷ ಕಠಿಣ ಸಜೆ ಹಾಗೂ 25 ಸಾವಿರ ರೂ. ದಂಡ ವಿಧಿಸಿದ್ದು, ದಂಡ ಕಟ್ಟಲು ತಪ್ಪಿದಲ್ಲಿ ಹೆಚ್ಚುವರಿ ಶಿಕ್ಷೆ ಅನುಭವಿಸಬೇಕು ಎಂದು ಆದೇಶಿಸಿದ್ದಾರೆ. ಸಂತ್ರಸ್ತೆಗೆ ಸರ್ಕಾರ ಪರಿಹಾರ ನೀಡಬೇಕು ಎಂದೂ ಸೂಚಿಸಿದ್ದು, ಸರ್ಕಾರಿ ಅಭಿಯೋಜಕರಾಗಿ ಬಿ.ಭರತ್‌ಕುಮಾರ್ ವಾದ ಮಂಡಿಸಿದ್ದರು. — [40, 223, 272, 403]
wild-elephant-headline-a: ಕಾಡಾನೆ ದಾಳಿ: ಗಂಭೀರ — [946, 418, 1157, 451]
column-divider-school — [644, 90, 645, 408]
election-kicker: ಅಜ್ಜಂಪುರ ಪಟ್ಟಣ ಪಂಚಾಯಿತಿ ಚುನಾವಣೆ । ಬಿಜೆಪಿ -ಕಾಂಗ್ರೆಸ್ ಅಭ್ಯರ್ಥಿಗಳಿಂದ ನೇರ ಸ್ಪರ್ಧೆ — [40, 1600, 678, 1625]
page-number: 09 — [220, 36, 265, 69]
suddi-label: ಸುದ್ದಿ — [178, 112, 213, 137]
protest-photo — [298, 1364, 626, 1572]
max-degree: ° — [940, 24, 947, 40]
paper-tagline: ರಾಷ್ಟ್ರೀಯತೆಯ ಧ್ವನಿ — [150, 42, 201, 51]
min-temp: 18 — [968, 26, 1005, 56]
paddy-headline: ಭತ್ತದ ನಾಟಿಗೆ ಶಾಸಕಿ ನಯನಾ ಚಾಲನೆ — [654, 94, 959, 123]
jatra-kicker: ಜಾತ್ರಾ ಮಹೋತ್ಸವದಲ್ಲಿ ಶಾಸಕ ಹೆಚ್.ಡಿ. ತಮ್ಮಯ್ಯ ಅಭಿಪ್ರಾಯ — [298, 418, 663, 439]
masthead — [0, 0, 1339, 68]
paper-name: ಹೊಸ ದಿಗಂತ — [110, 8, 234, 41]
